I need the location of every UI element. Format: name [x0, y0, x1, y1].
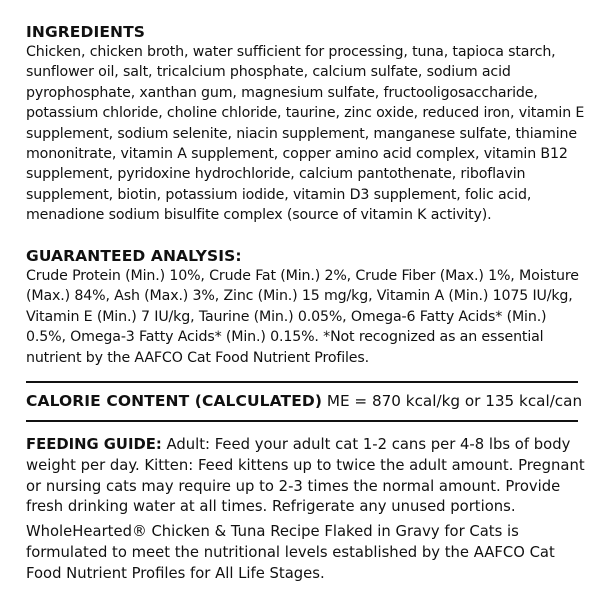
calorie-content-heading: CALORIE CONTENT (CALCULATED): [26, 392, 323, 410]
ingredients-section: [26, 22, 586, 226]
ingredients-text: Chicken, chicken broth, water sufficient for processing, tuna, tapioca starch, sunflower oil, salt, tricalcium phosphate, calcium sulfate, sodium acid pyrophosphate, xanthan gum, magnesium sulfate, fructooligosaccharide, potassium chloride, choline chloride, taurine, zinc oxide, reduced iron, vitamin E supplement, sodium selenite, niacin supplement, manganese sulfate, thiamine mononitrate, vitamin A supplement, copper amino acid complex, vitamin B12 supplement, pyridoxine hydrochloride, calcium pantothenate, riboflavin supplement, biotin, potassium iodide, vitamin D3 supplement, folic acid, menadione sodium bisulfite complex (source of vitamin K activity).: [26, 44, 585, 224]
aafco-statement: [26, 522, 586, 584]
feeding-guide-heading: FEEDING GUIDE:: [26, 436, 162, 453]
calorie-top-divider: [26, 381, 578, 383]
feeding-guide-section: [26, 435, 586, 518]
calorie-bottom-divider: [26, 420, 578, 422]
ingredients-heading: INGREDIENTS: [26, 23, 146, 41]
calorie-content-line: [26, 391, 586, 411]
aafco-statement-text: WholeHearted® Chicken & Tuna Recipe Flaked in Gravy for Cats is formulated to meet the nutritional levels established by the AAFCO Cat Food Nutrient Profiles for All Life Stages.: [26, 523, 555, 582]
calorie-content-value: ME = 870 kcal/kg or 135 kcal/can: [322, 392, 583, 410]
feeding-guide-text: Adult: Feed your adult cat 1-2 cans per 4-8 lbs of body weight per day. Kitten: Feed kittens up to twice the adult amount. Pregnant or nursing cats may require up to 2-3 times the normal amount. Provide fresh drinking water at all times. Refrigerate any unused portions.: [26, 436, 585, 516]
guaranteed-analysis-section: [26, 246, 586, 368]
guaranteed-analysis-heading: GUARANTEED ANALYSIS:: [26, 247, 242, 265]
guaranteed-analysis-text: Crude Protein (Min.) 10%, Crude Fat (Min.) 2%, Crude Fiber (Max.) 1%, Moisture (Max.) 84%, Ash (Max.) 3%, Zinc (Min.) 15 mg/kg, Vitamin A (Min.) 1075 IU/kg, Vitamin E (Min.) 7 IU/kg, Taurine (Min.) 0.05%, Omega-6 Fatty Acids* (Min.) 0.5%, Omega-3 Fatty Acids* (Min.) 0.15%. *Not recognized as an essential nutrient by the AAFCO Cat Food Nutrient Profiles.: [26, 268, 579, 366]
